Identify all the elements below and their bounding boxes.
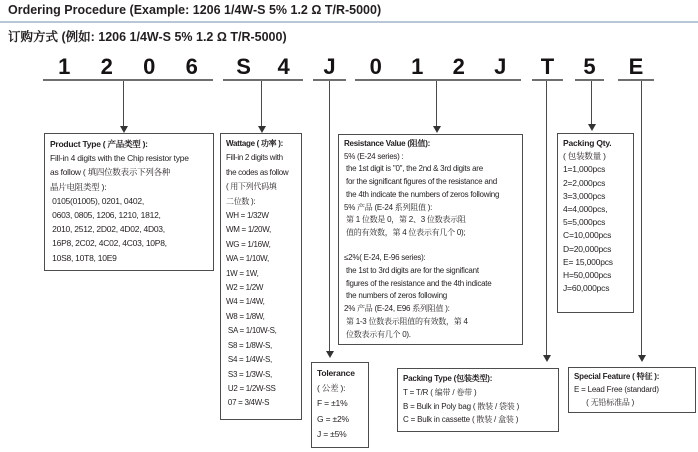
text-line: 1=1,000pcs — [563, 164, 606, 175]
code-char: T — [540, 54, 555, 79]
page-title-english: Ordering Procedure (Example: 1206 1/4W-S 5% 1.2 Ω T/R-5000) — [8, 3, 382, 17]
arrow-head-icon — [588, 124, 596, 131]
text-line: S8 = 1/8W-S, — [226, 340, 272, 350]
text-line: the codes as follow — [226, 167, 289, 177]
text-line: ( 用下列代码填 — [226, 182, 277, 192]
text-line: 晶片电阻类型 ): — [50, 181, 107, 192]
text-line: 4=4,000pcs, — [563, 204, 608, 215]
text-line: 5% (E-24 series) : — [344, 151, 404, 161]
arrow-head-icon — [433, 126, 441, 133]
arrow-to-tolerance-icon — [325, 81, 334, 358]
page-title-chinese: 订购方式 (例如: 1206 1/4W-S 5% 1.2 Ω T/R-5000) — [8, 30, 287, 44]
product-type-box-lines — [50, 151, 208, 265]
code-char: 1 — [411, 54, 424, 79]
text-line: WG = 1/16W, — [226, 239, 271, 249]
arrow-stem — [261, 81, 263, 126]
text-line: Fill-in 2 digits with — [226, 153, 283, 163]
arrow-head-icon — [543, 355, 551, 362]
code-group-packing-type — [532, 53, 563, 81]
text-line: 2010, 2512, 2D02, 4D02, 4D03, — [50, 224, 165, 235]
packing-type-box — [397, 368, 559, 432]
text-line: the 1st to 3rd digits are for the significant — [344, 266, 479, 276]
text-line: G = ±2% — [317, 413, 349, 424]
packing-qty-box-lines — [563, 150, 628, 295]
text-line: 二位数 ): — [226, 196, 256, 206]
code-char: 2 — [100, 54, 113, 79]
text-line: 第 1-3 位数表示阻值的有效数，第 4 — [344, 316, 468, 326]
text-line: 07 = 3/4W-S — [226, 398, 270, 408]
text-line: as follow ( 填四位数表示下列各种 — [50, 167, 171, 178]
text-line: W2 = 1/2W — [226, 283, 264, 293]
special-feature-box-lines — [574, 384, 690, 410]
arrow-stem — [546, 81, 548, 355]
product-type-box — [44, 133, 214, 271]
text-line: ( 公差 ): — [317, 383, 346, 394]
packing-type-box-lines — [403, 386, 553, 427]
code-char: E — [628, 54, 644, 79]
code-char: J — [323, 54, 336, 79]
wattage-box-title: Wattage ( 功率 ): — [226, 139, 283, 148]
text-line: B = Bulk in Poly bag ( 散装 / 袋装 ) — [403, 401, 520, 411]
text-line: F = ±1% — [317, 398, 348, 409]
tolerance-box-title: Tolerance — [317, 368, 355, 378]
packing-type-box-title: Packing Type (包装类型): — [403, 374, 493, 383]
text-line: SA = 1/10W-S, — [226, 326, 277, 336]
packing-qty-box — [557, 133, 634, 313]
code-char: 0 — [369, 54, 382, 79]
text-line: 值的有效数，第 4 位表示有几个 0); — [344, 227, 466, 237]
special-feature-box-title: Special Feature ( 特征 ): — [574, 372, 660, 381]
text-line: ( 无铅标准品 ) — [574, 397, 635, 407]
code-char: 1 — [58, 54, 71, 79]
text-line: ( 包装数量 ) — [563, 151, 606, 162]
arrow-to-packing-type-icon — [542, 81, 551, 362]
text-line: 第 1 位数是 0，第 2、3 位数表示阻 — [344, 215, 466, 225]
arrow-to-packing-qty-icon — [587, 81, 596, 131]
text-line: 10S8, 10T8, 10E9 — [50, 252, 117, 263]
text-line: ≤2%( E-24, E-96 series): — [344, 253, 426, 263]
code-char: J — [494, 54, 507, 79]
text-line: 16P8, 2C02, 4C02, 4C03, 10P8, — [50, 238, 167, 249]
arrow-stem — [436, 81, 438, 126]
text-line: 2% 产品 (E-24, E96 系列阻值 ): — [344, 304, 450, 314]
code-char: 4 — [277, 54, 290, 79]
code-group-tolerance — [313, 53, 346, 81]
text-line: T = T/R ( 编带 / 卷带 ) — [403, 387, 477, 397]
arrow-to-resistance-value-icon — [432, 81, 441, 133]
arrow-head-icon — [120, 126, 128, 133]
text-line: Fill-in 4 digits with the Chip resistor type — [50, 153, 189, 164]
wattage-box-lines — [226, 151, 296, 410]
code-group-packing-qty — [575, 53, 604, 81]
arrow-to-special-feature-icon — [637, 81, 646, 362]
tolerance-box — [311, 362, 369, 448]
text-line: D=20,000pcs — [563, 243, 612, 254]
arrow-stem — [591, 81, 593, 124]
code-group-resistance-value — [355, 53, 521, 81]
text-line: 5=5,000pcs — [563, 217, 606, 228]
arrow-to-wattage-icon — [257, 81, 266, 133]
text-line: S3 = 1/3W-S, — [226, 369, 272, 379]
text-line: 5% 产品 (E-24 系列阻值 ): — [344, 202, 433, 212]
code-char: S — [236, 54, 251, 79]
text-line: the 1st digit is "0", the 2nd & 3rd digits are — [344, 164, 483, 174]
text-line: the 4th indicate the numbers of zeros following — [344, 189, 500, 199]
text-line: 位数表示有几个 0). — [344, 329, 411, 339]
text-line: WH = 1/32W — [226, 211, 269, 221]
text-line: WM = 1/20W, — [226, 225, 271, 235]
text-line: J = ±5% — [317, 428, 347, 439]
code-char: 2 — [452, 54, 465, 79]
text-line: figures of the resistance and the 4th indicate — [344, 278, 492, 288]
arrow-stem — [123, 81, 125, 126]
arrow-head-icon — [258, 126, 266, 133]
special-feature-box — [568, 367, 696, 413]
text-line — [344, 240, 517, 253]
arrow-stem — [329, 81, 331, 351]
code-group-product-type — [43, 53, 213, 81]
text-line: W4 = 1/4W, — [226, 297, 265, 307]
product-type-box-title: Product Type ( 产品类型 ): — [50, 139, 148, 149]
text-line: 1W = 1W, — [226, 268, 259, 278]
resistance-value-box-title: Resistance Value (阻值): — [344, 139, 431, 148]
code-char: 5 — [583, 54, 596, 79]
resistance-value-box-lines — [344, 151, 517, 342]
arrow-stem — [641, 81, 643, 355]
code-group-wattage — [223, 53, 303, 81]
text-line: 0105(01005), 0201, 0402, — [50, 195, 144, 206]
resistance-value-box — [338, 134, 523, 345]
text-line: J=60,000pcs — [563, 283, 610, 294]
arrow-head-icon — [638, 355, 646, 362]
code-char: 0 — [143, 54, 156, 79]
text-line: C=10,000pcs — [563, 230, 612, 241]
text-line: E= 15,000pcs — [563, 256, 613, 267]
packing-qty-box-title: Packing Qty. — [563, 138, 612, 148]
text-line: H=50,000pcs — [563, 270, 612, 281]
text-line: C = Bulk in cassette ( 散装 / 盒装 ) — [403, 415, 519, 425]
code-group-special-feature — [618, 53, 654, 81]
text-line: the numbers of zeros following — [344, 291, 447, 301]
text-line: U2 = 1/2W-SS — [226, 383, 276, 393]
arrow-to-product-type-icon — [119, 81, 128, 133]
header-divider — [0, 21, 698, 23]
text-line: W8 = 1/8W, — [226, 311, 265, 321]
text-line: E = Lead Free (standard) — [574, 384, 659, 394]
wattage-box — [220, 133, 302, 420]
text-line: 2=2,000pcs — [563, 177, 606, 188]
text-line: 0603, 0805, 1206, 1210, 1812, — [50, 210, 161, 221]
text-line: S4 = 1/4W-S, — [226, 355, 272, 365]
text-line: WA = 1/10W, — [226, 254, 269, 264]
code-char: 6 — [185, 54, 198, 79]
arrow-head-icon — [326, 351, 334, 358]
tolerance-box-lines — [317, 381, 363, 442]
text-line: for the significant figures of the resistance and — [344, 177, 497, 187]
text-line: 3=3,000pcs — [563, 190, 606, 201]
